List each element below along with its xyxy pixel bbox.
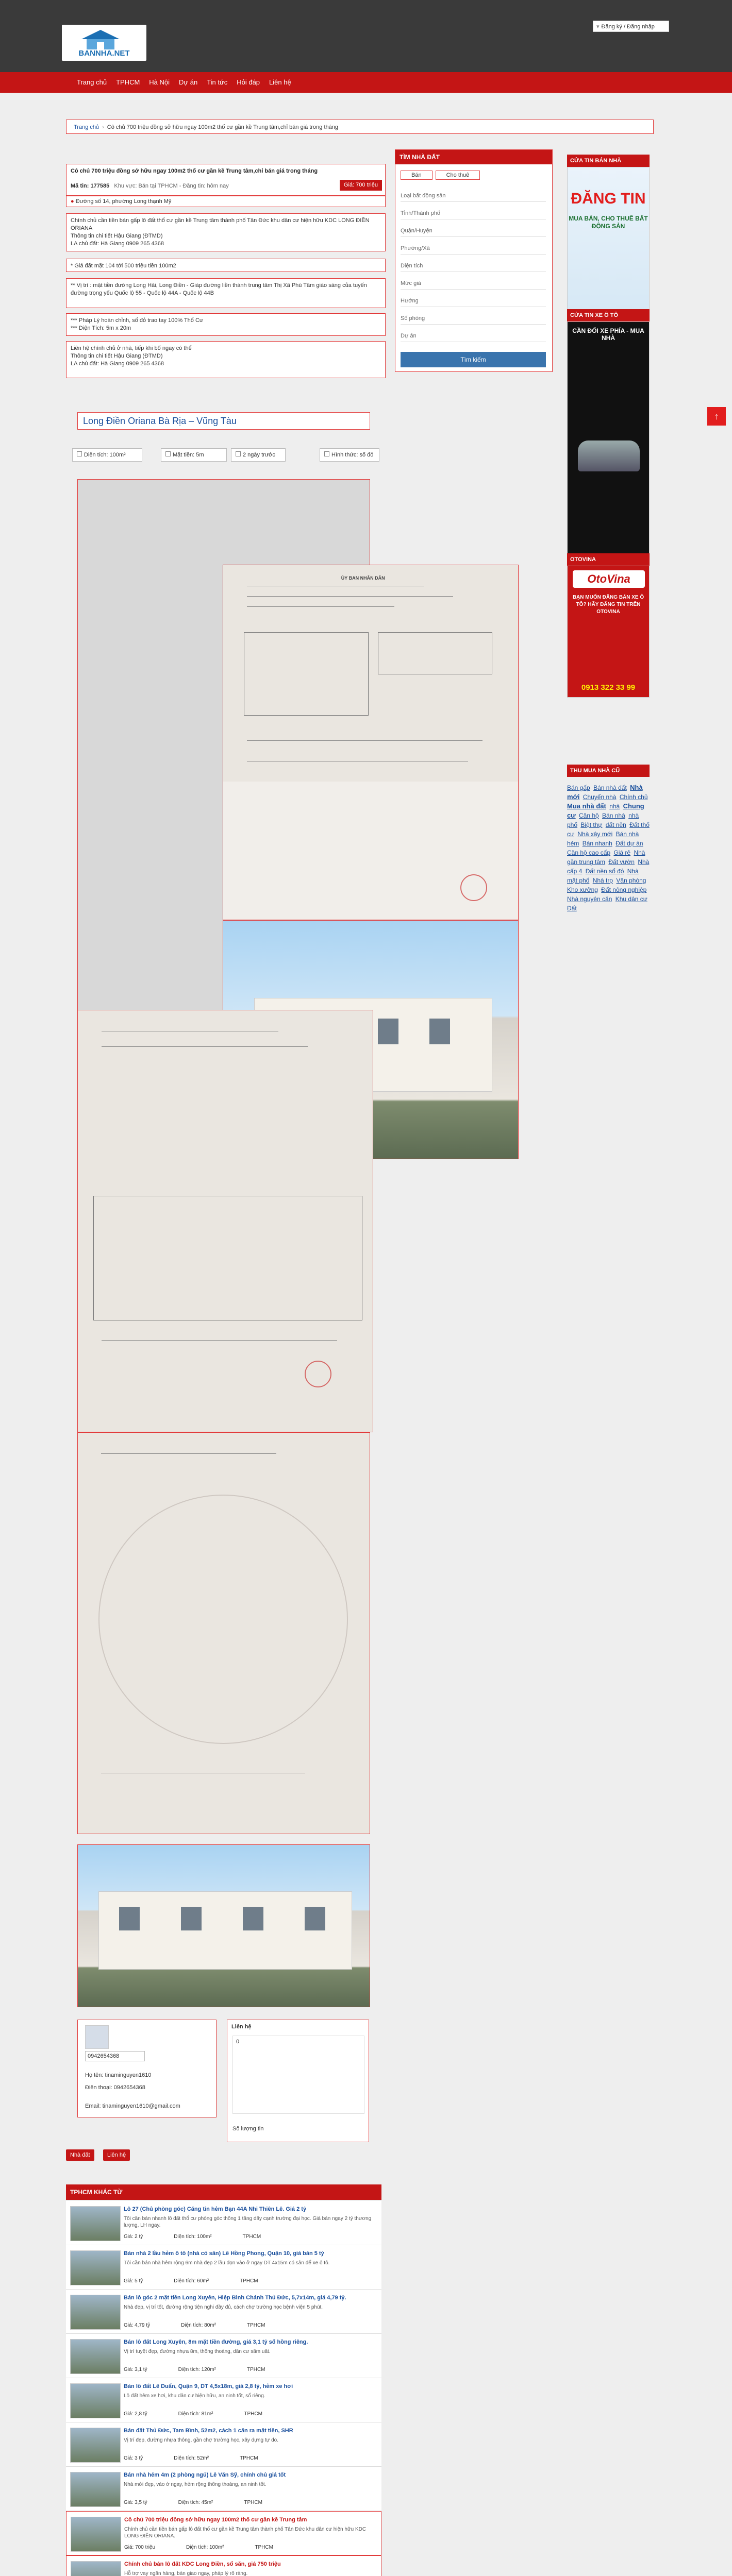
- window: [429, 1019, 450, 1044]
- land-document-image-3[interactable]: [77, 1432, 370, 1834]
- listing-meta: [124, 2323, 296, 2328]
- contact-count: 0: [236, 2039, 240, 2045]
- tag-link[interactable]: Bán nhà đất: [593, 784, 627, 791]
- search-field-area[interactable]: Diện tích: [401, 260, 546, 272]
- tag-link[interactable]: Bán nhà: [602, 812, 625, 819]
- ad-otovina[interactable]: [567, 566, 650, 698]
- tag-link[interactable]: Nhà trọ: [592, 877, 613, 884]
- red-stamp-icon: [460, 874, 487, 901]
- tag-link[interactable]: Nhà nguyên căn: [567, 895, 612, 903]
- tag-link[interactable]: Đất thổ cư: [567, 821, 650, 838]
- tag-link[interactable]: Mua nhà đất: [567, 802, 606, 810]
- window: [305, 1907, 325, 1930]
- nav-news[interactable]: Tin tức: [207, 78, 228, 86]
- listing-price: Giá: 3,5 tỷ: [124, 2500, 147, 2505]
- related-header: TPHCM KHÁC TỪ: [66, 2184, 381, 2200]
- listing-area: Diện tích: 45m²: [178, 2500, 213, 2505]
- search-title: TÌM NHÀ ĐẤT: [395, 150, 552, 164]
- otovina-logo: OtoVina: [573, 570, 645, 588]
- tag-cloud: [567, 783, 650, 913]
- search-field-rooms[interactable]: Số phòng: [401, 313, 546, 325]
- contact-title: Liên hệ: [231, 2024, 252, 2030]
- list-item[interactable]: [66, 2555, 381, 2576]
- window: [378, 1019, 398, 1044]
- listing-thumbnail[interactable]: [70, 2339, 121, 2374]
- agent-name: Họ tên: tinaminguyen1610: [85, 2072, 152, 2078]
- description-para-1: [66, 213, 386, 251]
- feature-area-text: Diện tích: 100m²: [84, 452, 126, 458]
- listing-location: TPHCM: [242, 2234, 261, 2240]
- listing-meta: [124, 2367, 296, 2372]
- ad-post-listing[interactable]: [567, 167, 650, 314]
- tag-link[interactable]: Chính chủ: [619, 793, 648, 801]
- para-3b-text: *** Diện Tích: 5m x 20m: [71, 325, 131, 331]
- ad1-subline: MUA BÁN, CHO THUÊ BẤT ĐỘNG SẢN: [569, 215, 648, 230]
- feature-frontage-text: Mặt tiền: 5m: [173, 452, 204, 458]
- ad3-text: BẠN MUỐN ĐĂNG BÁN XE Ô TÔ? HÃY ĐĂNG TIN TRÊN OTOVINA: [572, 595, 644, 615]
- listing-area: Diện tích: 52m²: [174, 2455, 209, 2461]
- listing-title[interactable]: Bán nhà 2 lầu hẻm ô tô (nhà có sân) Lê Hồng Phong, Quận 10, giá bán 5 tỷ: [124, 2250, 324, 2257]
- listing-meta: Khu vực: Bán tại TPHCM - Đăng tin: hôm nay: [114, 183, 229, 189]
- listing-desc: Tôi cần bán nhanh lô đất thổ cư phòng góc thông 1 tầng dãy cạnh trường đại học. Giá bán ngay 2 tỷ thương lượng, LH ngay.: [124, 2216, 372, 2228]
- description-para-4: [66, 341, 386, 378]
- tag-link[interactable]: Đất vườn: [608, 858, 635, 866]
- tag-link[interactable]: Bán nhà hẻm: [567, 831, 639, 847]
- sidebar-head-sell: CỬA TIN BÁN NHÀ: [567, 155, 650, 167]
- doc-line: [247, 606, 394, 607]
- listing-price: Giá: 3 tỷ: [124, 2455, 143, 2461]
- tag-link[interactable]: đất nền: [605, 821, 626, 828]
- search-field-ward[interactable]: Phường/Xã: [401, 243, 546, 255]
- listing-price: Giá: 2 tỷ: [124, 2234, 143, 2240]
- login-label: Đăng ký / Đăng nhập: [601, 24, 655, 30]
- list-item[interactable]: [66, 2290, 381, 2334]
- listing-meta: [124, 2545, 304, 2550]
- para-4c-text: LA chủ đất: Hà Giang 0909 265 4368: [71, 361, 164, 367]
- ad3-phone: 0913 322 33 99: [581, 683, 636, 692]
- search-panel: [395, 149, 553, 372]
- doc-line: [247, 740, 483, 741]
- tag-link[interactable]: nhà: [609, 803, 620, 810]
- tag-link[interactable]: Đất nền sổ đỏ: [585, 868, 624, 875]
- doc-line: [247, 596, 453, 597]
- list-item[interactable]: [66, 2201, 381, 2245]
- agent-mobile: Điện thoại: 0942654368: [85, 2084, 145, 2091]
- listing-desc: Nhà đẹp, vị trí tốt, đường rộng tiện nghi đầy đủ, cách chợ trường học bệnh viện 5 phút.: [124, 2304, 323, 2310]
- tag-link[interactable]: Nhà cấp 4: [567, 858, 650, 875]
- window: [119, 1907, 140, 1930]
- listing-area: Diện tích: 120m²: [178, 2367, 216, 2372]
- tag-link[interactable]: Bán gấp: [567, 784, 590, 791]
- tag-link[interactable]: Chuyển nhà: [583, 793, 617, 801]
- para-1b-text: Thông tin chi tiết Hậu Giang (ĐTMD): [71, 233, 163, 239]
- chevron-down-icon: ▾: [596, 24, 600, 30]
- price-badge: Giá: 700 triệu: [340, 180, 382, 191]
- listing-price: Giá: 3,1 tỷ: [124, 2367, 147, 2372]
- listing-price: Giá: 4,79 tỷ: [124, 2323, 151, 2328]
- logo-text: BANNHA.NET: [78, 49, 130, 58]
- listing-price: Giá: 700 triệu: [124, 2545, 156, 2550]
- search-field-direction[interactable]: Hướng: [401, 295, 546, 307]
- sidebar-head-car: CỬA TIN XE Ô TÔ: [567, 309, 650, 321]
- search-field-city[interactable]: Tỉnh/Thành phố: [401, 208, 546, 219]
- address-text: Đường số 14, phường Long thạnh Mỹ: [75, 198, 172, 205]
- listing-location: TPHCM: [246, 2367, 265, 2372]
- list-item[interactable]: [66, 2334, 381, 2378]
- doc-caption: ỦY BAN NHÂN DÂN: [341, 575, 385, 581]
- listing-area: Diện tích: 60m²: [174, 2278, 209, 2284]
- tag-link[interactable]: Căn hộ cao cấp: [567, 849, 611, 856]
- search-field-district[interactable]: Quận/Huyện: [401, 225, 546, 237]
- tag-link[interactable]: Văn phòng: [616, 877, 646, 884]
- listing-thumbnail[interactable]: [70, 2250, 121, 2285]
- listing-thumbnail[interactable]: [71, 2561, 121, 2576]
- listing-area: Diện tích: 100m²: [174, 2234, 212, 2240]
- tag-link[interactable]: Đất dự án: [615, 840, 643, 847]
- tag-link[interactable]: Nhà gần trung tâm: [567, 849, 645, 866]
- list-item[interactable]: [66, 2467, 381, 2511]
- sidebar-head-buy-old: THU MUA NHÀ CŨ: [567, 765, 650, 777]
- tag-link[interactable]: Khu dân cư: [615, 895, 647, 903]
- listing-title[interactable]: Bán nhà hẻm 4m (2 phòng ngủ) Lê Văn Sỹ, chính chủ giá tốt: [124, 2472, 286, 2478]
- description-para-2: [66, 278, 386, 308]
- search-button[interactable]: Tìm kiếm: [401, 352, 546, 367]
- listing-meta: [124, 2278, 289, 2284]
- search-field-type[interactable]: Loại bất động sản: [401, 190, 546, 202]
- car-icon: [578, 440, 640, 471]
- listing-thumbnail[interactable]: [70, 2383, 121, 2418]
- doc-map-plot: [93, 1196, 362, 1320]
- breadcrumb: [66, 120, 654, 134]
- listing-meta: [124, 2455, 289, 2461]
- listing-thumbnail[interactable]: [71, 2517, 121, 2552]
- listing-thumbnail[interactable]: [70, 2206, 121, 2241]
- listing-desc: Vị trí đẹp, đường nhựa thông, gần chợ trường học, xây dựng tự do.: [124, 2437, 278, 2443]
- para-2-text: ** Vị trí : mặt tiền đường Long Hải, Long Điền - Giáp đường liền thành trung tâm Thị Xã Phú Tâm giáo sáng của tuyến đường trọng yếu Quốc lộ 55 - Quốc lộ 44A - Quốc lộ 44B: [71, 282, 367, 296]
- search-field-price[interactable]: Mức giá: [401, 278, 546, 290]
- tag-link[interactable]: Giá rẻ: [613, 849, 631, 856]
- tag-link[interactable]: Chung cư: [567, 802, 644, 819]
- agent-phone-box[interactable]: 0942654368: [85, 2051, 145, 2061]
- tag-link[interactable]: Kho xưởng: [567, 886, 598, 893]
- nav-projects[interactable]: Dự án: [179, 78, 198, 86]
- tag-link[interactable]: Đất: [567, 905, 577, 912]
- doc-map-plot: [244, 632, 369, 716]
- area-icon: [77, 451, 82, 456]
- feature-date-text: 2 ngày trước: [243, 452, 275, 458]
- listing-area: Diện tích: 100m²: [186, 2545, 224, 2550]
- tag-pill-contact[interactable]: Liên hệ: [103, 2149, 130, 2161]
- main-nav: [0, 72, 732, 93]
- price-line-text: * Giá đất mặt 104 tới 500 triệu tiền 100m2: [71, 263, 176, 269]
- listing-meta: [124, 2411, 293, 2417]
- feature-legal-text: Hình thức: sổ đỏ: [331, 452, 374, 458]
- listing-thumbnail[interactable]: [70, 2472, 121, 2507]
- ad1-headline: ĐĂNG TIN: [571, 190, 646, 207]
- description-para-3: [66, 313, 386, 336]
- agent-email[interactable]: Email: tinaminguyen1610@gmail.com: [85, 2103, 180, 2109]
- doc-line: [102, 1340, 338, 1341]
- window: [243, 1907, 263, 1930]
- ad2-headline: CẦN ĐỔI XE PHÍA - MUA NHÀ: [572, 327, 644, 342]
- tag-link[interactable]: nhà phố: [567, 812, 639, 828]
- doc-line: [102, 1046, 308, 1047]
- nav-tphcm[interactable]: TPHCM: [116, 78, 140, 86]
- feature-frontage: [161, 448, 227, 462]
- listing-location: TPHCM: [255, 2545, 273, 2550]
- nav-home[interactable]: Trang chủ: [77, 78, 107, 86]
- listing-area: Diện tích: 81m²: [178, 2411, 213, 2417]
- tag-link[interactable]: Biệt thự: [580, 821, 603, 828]
- top-header: [0, 0, 732, 72]
- listing-desc: Lô đất hẻm xe hơi, khu dân cư hiện hữu, an ninh tốt, sổ riêng.: [124, 2393, 265, 2399]
- listing-title[interactable]: Bán lô đất Long Xuyên, 8m mặt tiền đường, giá 3,1 tỷ sổ hồng riêng.: [124, 2339, 308, 2345]
- calendar-icon: [236, 451, 241, 456]
- listing-desc: Chính chủ cần tiền bán gấp lô đất thổ cư gần kề Trung tâm thành phố Tân Đức khu dân cư hiện hữu KDC LONG ĐIỀN ORIANA.: [124, 2527, 367, 2539]
- listing-id: Mã tin: 177585: [71, 183, 110, 189]
- contact-footer-label: Số lượng tin: [232, 2126, 264, 2132]
- tag-link[interactable]: Căn hộ: [579, 812, 599, 819]
- villa-photo-2[interactable]: [77, 1844, 370, 2007]
- breadcrumb-separator: ›: [102, 124, 104, 130]
- feature-date: [231, 448, 286, 462]
- agent-info-box: [77, 2020, 217, 2117]
- para-4-text: Liên hệ chính chủ ở nhà, tiếp khi bố ngay có thể: [71, 345, 192, 351]
- list-item[interactable]: [66, 2378, 381, 2422]
- listing-title[interactable]: Cô chủ 700 triệu đồng sở hữu ngay 100m2 thổ cư gần kề Trung tâm: [124, 2517, 307, 2523]
- listing-thumbnail[interactable]: [70, 2295, 121, 2330]
- red-stamp-icon: [305, 1361, 331, 1387]
- listing-desc: Nhà mới đẹp, vào ở ngay, hẻm rộng thông thoáng, an ninh tốt.: [124, 2482, 267, 2487]
- doc-line: [101, 1453, 276, 1454]
- sidebar-head-otovina: OTOVINA: [567, 553, 650, 566]
- document-icon: [324, 451, 329, 456]
- listing-title[interactable]: Bán lô đất Lê Duẩn, Quận 9, DT 4,5x18m, giá 2,8 tỷ, hẻm xe hơi: [124, 2383, 293, 2389]
- ad-car-exchange[interactable]: [567, 321, 650, 554]
- feature-area: [72, 448, 142, 462]
- address-box: [66, 196, 386, 207]
- listing-meta: [124, 2234, 292, 2240]
- feature-legal: [320, 448, 379, 462]
- project-subtitle: Long Điền Oriana Bà Rịa – Vũng Tàu: [77, 412, 370, 430]
- list-item[interactable]: [66, 2511, 381, 2555]
- listing-location: TPHCM: [244, 2500, 262, 2505]
- para-1-text: Chính chủ cần tiền bán gấp lô đất thổ cư gần kề Trung tâm thành phố Tân Đức khu dân cư hiện hữu KDC LONG ĐIỀN ORIANA: [71, 217, 370, 231]
- para-3-text: *** Pháp Lý hoàn chỉnh, sổ đỏ trao tay 100% Thổ Cư: [71, 317, 204, 324]
- window: [181, 1907, 202, 1930]
- frontage-icon: [165, 451, 171, 456]
- listing-title[interactable]: Chính chủ bán lô đất KDC Long Điền, sổ sẵn, giá 750 triệu: [124, 2561, 281, 2567]
- scroll-up-button[interactable]: ↑: [707, 407, 726, 426]
- listing-location: TPHCM: [240, 2455, 258, 2461]
- villa-building: [98, 1891, 352, 1970]
- breadcrumb-current: Cô chủ 700 triệu đồng sở hữu ngay 100m2 thổ cư gần kề Trung tâm,chỉ bán giá trong tháng: [107, 124, 338, 130]
- para-1c-text: LA chủ đất: Hà Giang 0909 265 4368: [71, 241, 164, 247]
- location-pin-icon: ●: [71, 198, 74, 205]
- nav-hanoi[interactable]: Hà Nội: [149, 78, 170, 86]
- listing-title[interactable]: Bán lô góc 2 mặt tiền Long Xuyên, Hiệp Bình Chánh Thủ Đức, 5,7x14m, giá 4,79 tỷ.: [124, 2295, 346, 2301]
- list-item[interactable]: [66, 2422, 381, 2467]
- tab-buy[interactable]: Bán: [401, 171, 432, 180]
- contact-list: [232, 2036, 364, 2114]
- login-dropdown[interactable]: [593, 21, 669, 32]
- nav-contact[interactable]: Liên hệ: [269, 78, 291, 86]
- listing-location: TPHCM: [240, 2278, 258, 2284]
- listing-meta: [124, 2500, 293, 2505]
- listing-price: Giá: 2,8 tỷ: [124, 2411, 147, 2417]
- doc-table: [378, 632, 492, 674]
- listing-price: Giá: 5 tỷ: [124, 2278, 143, 2284]
- price-tag-line: [66, 259, 386, 272]
- site-logo[interactable]: [62, 25, 146, 61]
- tab-rent[interactable]: Cho thuê: [436, 171, 480, 180]
- listing-location: TPHCM: [246, 2323, 265, 2328]
- breadcrumb-home[interactable]: Trang chủ: [74, 124, 99, 130]
- listing-thumbnail[interactable]: [70, 2428, 121, 2463]
- listing-desc: Vị trí tuyệt đẹp, đường nhựa 8m, thông thoáng, dân cư sầm uất.: [124, 2349, 271, 2354]
- article-header: [66, 164, 386, 196]
- para-4b-text: Thông tin chi tiết Hậu Giang (ĐTMD): [71, 353, 163, 359]
- house-logo-icon: [77, 28, 124, 50]
- tag-link[interactable]: Nhà xây mới: [577, 831, 613, 838]
- tag-pill-land[interactable]: Nhà đất: [66, 2149, 94, 2161]
- search-field-project[interactable]: Dự án: [401, 330, 546, 342]
- listing-title[interactable]: Bán đất Thủ Đức, Tam Bình, 52m2, cách 1 căn ra mặt tiền, SHR: [124, 2428, 293, 2434]
- article-title: Cô chủ 700 triệu đồng sở hữu ngay 100m2 thổ cư gần kề Trung tâm,chỉ bán giá trong tháng: [71, 168, 318, 174]
- tag-link[interactable]: Nhà mới: [567, 784, 643, 801]
- list-item[interactable]: [66, 2245, 381, 2290]
- doc-watermark: [98, 1495, 348, 1744]
- tag-link[interactable]: Đất nông nghiệp: [601, 886, 647, 893]
- contact-form-box: [227, 2020, 369, 2142]
- listing-desc: Hỗ trợ vay ngân hàng, bàn giao ngay, pháp lý rõ ràng.: [124, 2571, 248, 2576]
- tag-link[interactable]: Bán nhanh: [582, 840, 612, 847]
- listing-area: Diện tích: 80m²: [181, 2323, 216, 2328]
- avatar: [85, 2025, 109, 2049]
- listing-desc: Tôi cần bán nhà hẻm rộng 6m nhà đẹp 2 lầu dọn vào ở ngay DT 4x15m có sân để xe ô tô.: [124, 2260, 330, 2266]
- land-document-image-1[interactable]: [223, 565, 519, 920]
- land-document-image-2[interactable]: [77, 1010, 373, 1432]
- tag-link[interactable]: Nhà mặt phố: [567, 868, 639, 884]
- listing-location: TPHCM: [244, 2411, 262, 2417]
- listing-title[interactable]: Lô 27 (Chủ phòng góc) Căng tin hẻm Bạn 44A Nhi Thiên Lê. Giá 2 tỷ: [124, 2206, 307, 2212]
- nav-faq[interactable]: Hỏi đáp: [237, 78, 260, 86]
